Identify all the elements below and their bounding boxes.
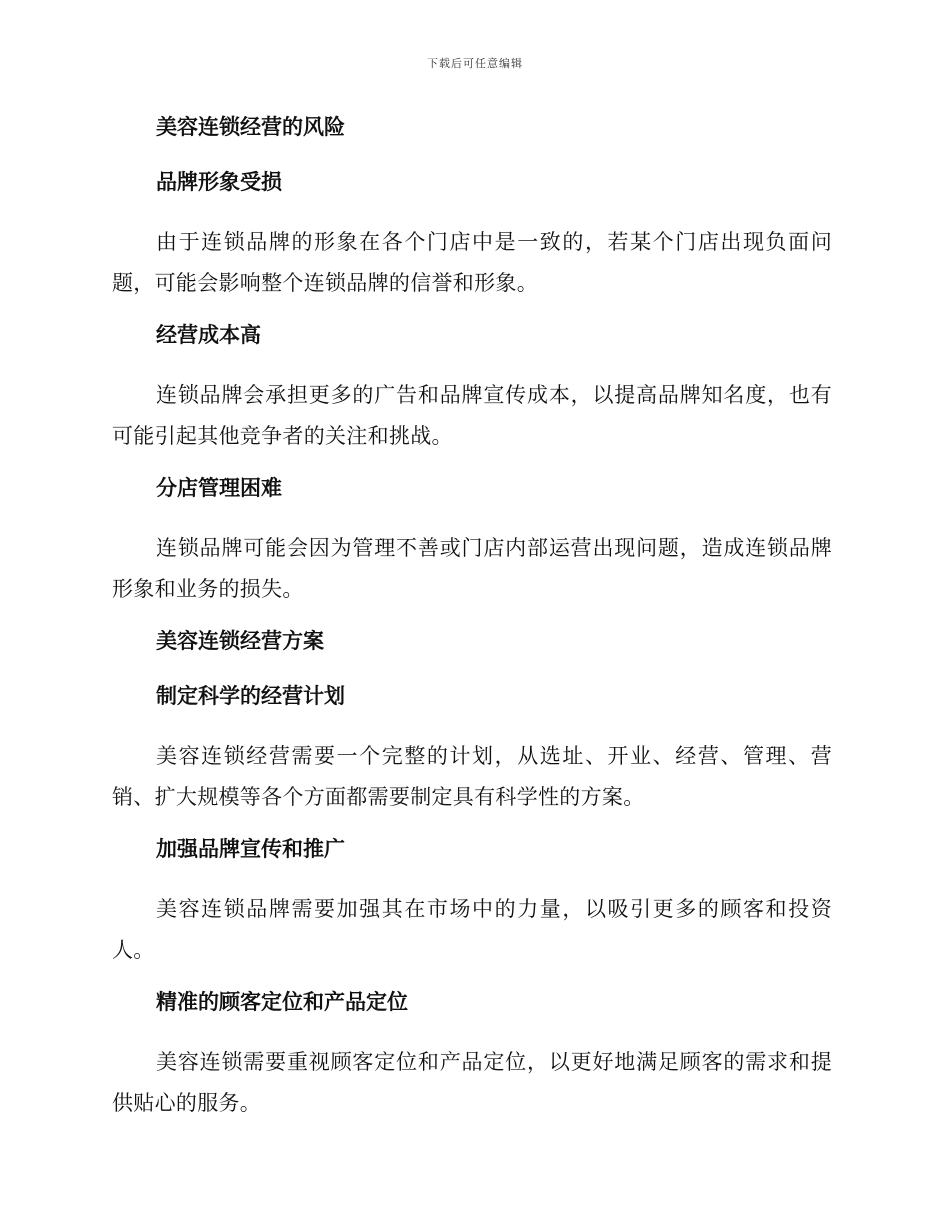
body-paragraph: 连锁品牌会承担更多的广告和品牌宣传成本，以提高品牌知名度，也有可能引起其他竞争者的关注和挑战。: [112, 383, 832, 448]
body-paragraph: 美容连锁需要重视顾客定位和产品定位，以更好地满足顾客的需求和提供贴心的服务。: [112, 1050, 832, 1115]
body-paragraph: 美容连锁品牌需要加强其在市场中的力量，以吸引更多的顾客和投资人。: [112, 897, 832, 962]
subsection-heading: 精准的顾客定位和产品定位: [156, 990, 408, 1014]
document-body: [112, 112, 832, 1140]
section-heading: 美容连锁经营方案: [156, 629, 324, 653]
page-header: 下载后可任意编辑: [427, 57, 523, 70]
body-paragraph: 由于连锁品牌的形象在各个门店中是一致的，若某个门店出现负面问题，可能会影响整个连锁品牌的信誉和形象。: [112, 230, 832, 295]
subsection-heading: 加强品牌宣传和推广: [156, 837, 345, 861]
body-paragraph: 连锁品牌可能会因为管理不善或门店内部运营出现问题，造成连锁品牌形象和业务的损失。: [112, 536, 832, 601]
section-heading: 美容连锁经营的风险: [156, 115, 345, 139]
subsection-heading: 经营成本高: [156, 323, 261, 347]
body-paragraph: 美容连锁经营需要一个完整的计划，从选址、开业、经营、管理、营销、扩大规模等各个方面都需要制定具有科学性的方案。: [112, 744, 832, 809]
subsection-heading: 品牌形象受损: [156, 170, 282, 194]
subsection-heading: 分店管理困难: [156, 476, 282, 500]
subsection-heading: 制定科学的经营计划: [156, 684, 345, 708]
